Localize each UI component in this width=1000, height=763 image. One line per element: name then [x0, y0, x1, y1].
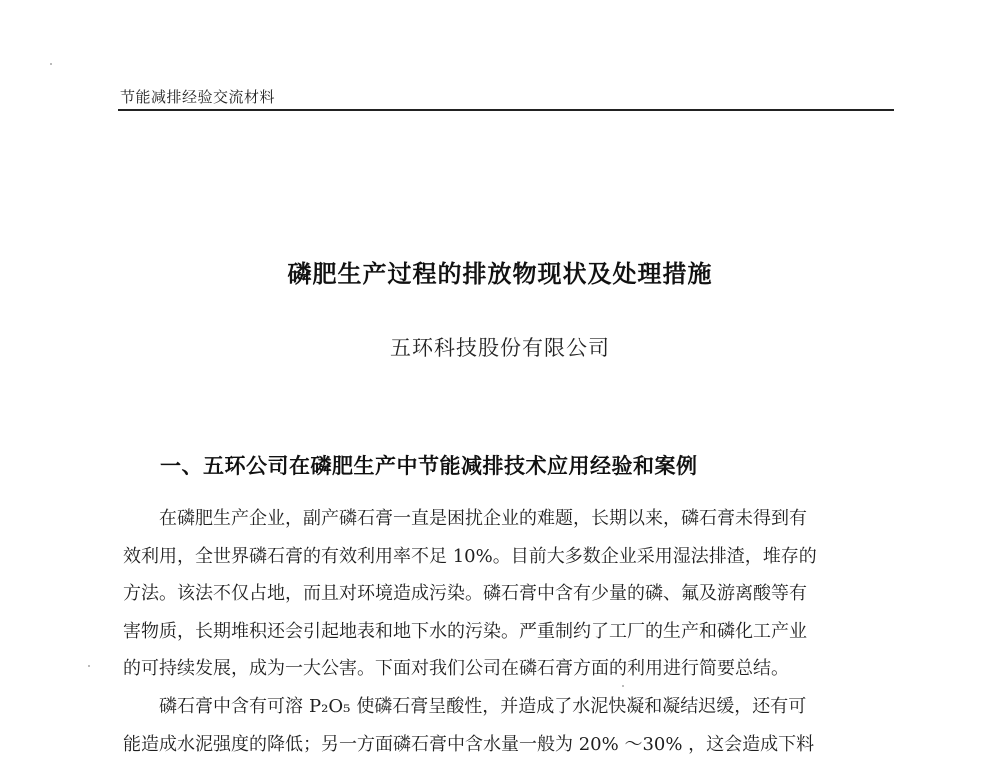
running-header: 节能减排经验交流材料 — [120, 88, 276, 106]
paragraph-line: 的可持续发展，成为一大公害。下面对我们公司在磷石膏方面的利用进行简要总结。 — [123, 658, 789, 680]
scan-speck — [622, 685, 624, 687]
body-text — [123, 500, 903, 763]
article-title: 磷肥生产过程的排放物现状及处理措施 — [287, 260, 713, 288]
paragraph-line: 在磷肥生产企业，副产磷石膏一直是困扰企业的难题，长期以来，磷石膏未得到有 — [159, 508, 807, 529]
chemical-formula: P₂O₅ — [309, 695, 351, 717]
paragraph-line: 方法。该法不仅占地，而且对环境造成污染。磷石膏中含有少量的磷、氟及游离酸等有 — [123, 583, 807, 605]
paragraph-line — [123, 688, 903, 726]
scan-speck — [50, 63, 52, 65]
scan-speck — [88, 665, 90, 667]
article-author: 五环科技股份有限公司 — [390, 336, 610, 360]
paragraph-text: 使磷石膏呈酸性，并造成了水泥快凝和凝结迟缓，还有可 — [356, 695, 807, 717]
header-rule — [118, 109, 894, 111]
paragraph-line: 能造成水泥强度的降低；另一方面磷石膏中含水量一般为 20% ～30% ，这会造成下料 — [123, 733, 815, 755]
paragraph-text: 磷石膏中含有可溶 — [159, 695, 303, 717]
section-heading: 一、五环公司在磷肥生产中节能减排技术应用经验和案例 — [160, 454, 698, 478]
paragraph-line: 效利用，全世界磷石膏的有效利用率不足 10%。目前大多数企业采用湿法排渣，堆存的 — [123, 545, 817, 567]
paragraph-line: 害物质，长期堆积还会引起地表和地下水的污染。严重制约了工厂的生产和磷化工产业 — [123, 620, 807, 642]
